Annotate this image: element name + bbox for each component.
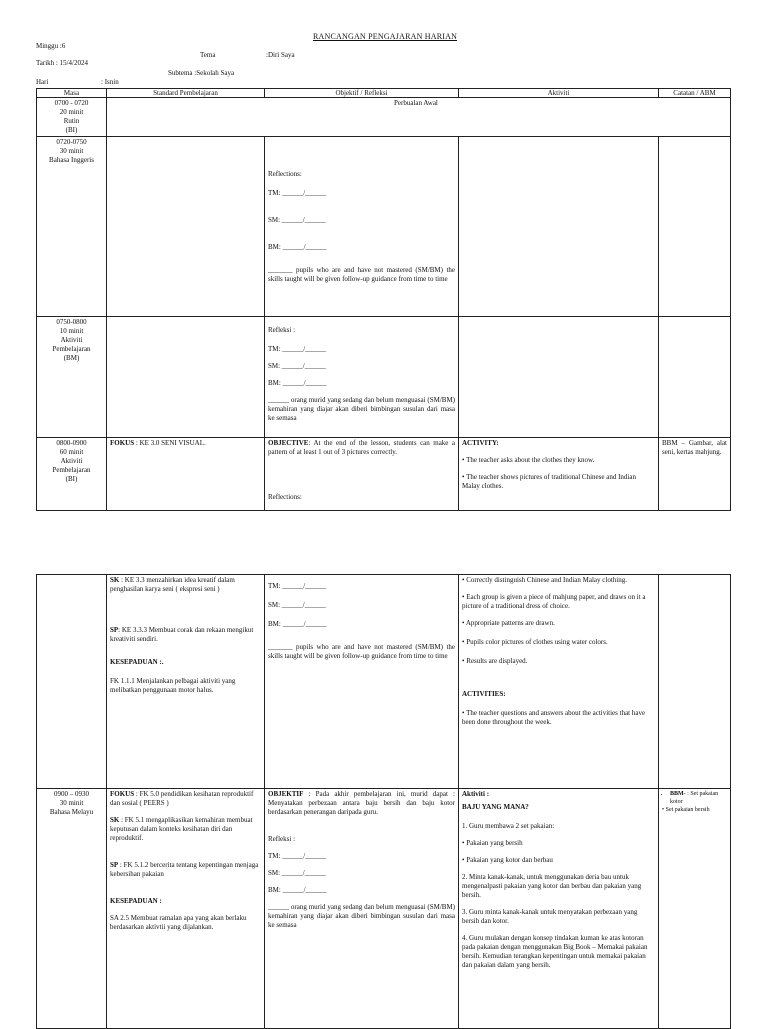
hari-value: : Isnin: [101, 78, 119, 86]
col-objektif: Objektif / Refleksi: [265, 89, 459, 98]
table-row: [37, 137, 731, 317]
masa-cell: [37, 575, 107, 789]
reflection-cell: TM: ______/______ SM: ______/______ BM: ______/______ _______ pupils who are and have not mastered (SM/BM) the skills taught will be given follow-up guidance from time to time: [265, 575, 459, 789]
lesson-plan-table-2: [36, 574, 731, 1029]
table-row: [37, 98, 731, 137]
table-row: [37, 317, 731, 438]
aktiviti-cell: [459, 317, 659, 438]
objective-cell: OBJECTIVE: At the end of the lesson, students can make a pattern of at least 1 out of 3 pictures correctly. Reflections:: [265, 438, 459, 511]
table-row: [37, 438, 731, 511]
table-row: [37, 575, 731, 789]
aktiviti-label: Aktiviti :: [462, 790, 490, 798]
col-standard: Standard Pembelajaran: [107, 89, 265, 98]
activity-cell: ACTIVITY: • The teacher asks about the clothes they know. • The teacher shows pictures of traditional Chinese and Indian Malay clothes.: [459, 438, 659, 511]
catatan-cell: [659, 317, 731, 438]
sk-label: SK: [110, 816, 120, 824]
catatan-cell: BBM – Gambar, alat seni, kertas mahjung.: [659, 438, 731, 511]
activities-label: ACTIVITIES:: [462, 690, 506, 698]
kesepaduan-label: KESEPADUAN :: [110, 897, 162, 905]
catatan-cell: [659, 137, 731, 317]
masa-cell: 0750-0800 10 minit Aktiviti Pembelajaran (BM): [37, 317, 107, 438]
fokus-label: FOKUS: [110, 790, 135, 798]
fokus-label: FOKUS: [110, 439, 135, 447]
masa-cell: 0720-0750 30 minit Bahasa Inggeris: [37, 137, 107, 317]
fokus-text: : KE 3.0 SENI VISUAL.: [134, 439, 206, 447]
page-title: RANCANGAN PENGAJARAN HARIAN: [313, 32, 458, 41]
masa-cell: 0800-0900 60 minit Aktiviti Pembelajaran (BI): [37, 438, 107, 511]
standard-cell: [107, 317, 265, 438]
standard-cell: FOKUS : FK 5.0 pendidikan kesihatan reproduktif dan sosial ( PEERS ) SK : FK 5.1 mengaplikasikan kemahiran membuat keputusan dalam konteks kesihatan diri dan reproduktif. SP : FK 5.1.2 bercerita tentang kepentingan menjaga kebersihan pakaian KESEPADUAN : SA 2.5 Membuat ramalan apa yang akan berlaku berdasarkan aktivtii yang dijalankan.: [107, 789, 265, 1029]
reflection-cell: Reflections: TM: ______/______ SM: ______/______ BM: ______/______ _______ pupils who are and have not mastered (SM/BM) the skills taught will be given follow-up guidance from time to time: [265, 137, 459, 317]
perbualan-awal-cell: Perbualan Awal: [107, 98, 731, 137]
masa-cell: 0900 – 0930 30 minit Bahasa Melayu: [37, 789, 107, 1029]
col-aktiviti: Aktiviti: [459, 89, 659, 98]
activity-label: ACTIVITY:: [462, 439, 499, 447]
activity-cell: • Correctly distinguish Chinese and Indian Malay clothing. • Each group is given a piece of mahjung paper, and draws on it a picture of a traditional dress of choice. • Appropriate patterns are drawn. • Pupils color pictures of clothes using water colors. • Results are displayed. ACTIVITIES: • The teacher questions and answers about the activities that have been done throughout the week.: [459, 575, 659, 789]
standard-cell: [107, 137, 265, 317]
tema-label: Tema: [200, 51, 216, 59]
standard-cell: SK : KE 3.3 menzahirkan idea kreatif dalam penghasilan karya seni ( ekspresi seni ) SP: KE 3.3.3 Membuat corak dan rekaan mengikut kreativiti sendiri. KESEPADUAN :. FK 1.1.1 Menjalankan pelbagai aktiviti yang melibatkan penggunaan motor halus.: [107, 575, 265, 789]
masa-cell: 0700 - 0720 20 minit Rutin (BI): [37, 98, 107, 137]
bbm-item: • BBM- : Set pakaian kotor: [670, 790, 727, 806]
aktiviti-cell: Aktiviti : BAJU YANG MANA? 1. Guru membawa 2 set pakaian: • Pakaian yang bersih • Pakaian yang kotor dan berbau 2. Minta kanak-kanak, untuk menggunakan deria bau untuk mengenalpasti pakaian yang kotor dan berbau dan pakaian yang bersih. 3. Guru minta kanak-kanak untuk menyatakan perbezaan yang bersih dan kotor. 4. Guru mulakan dengan konsep tindakan kuman ke atas kotoran pada pakaian dengan menggunakan Big Book – Memakai pakaian bersih. Kemudian terangkan kepentingan untuk memakai pakaian dan pakaian dalam yang bersih.: [459, 789, 659, 1029]
kesepaduan-label: KESEPADUAN :.: [110, 658, 164, 666]
aktiviti-cell: [459, 137, 659, 317]
objektif-label: OBJEKTIF: [268, 790, 304, 798]
header-row: [37, 89, 731, 98]
col-catatan: Catatan / ABM: [659, 89, 731, 98]
catatan-cell: [659, 575, 731, 789]
minggu-field: Minggu :6: [36, 42, 66, 50]
sp-label: SP: [110, 861, 119, 869]
tema-value: :Diri Saya: [266, 51, 295, 59]
hari-label: Hari: [36, 78, 49, 86]
catatan-cell: • BBM- : Set pakaian kotor • Set pakaian bersih: [659, 789, 731, 1029]
col-masa: Masa: [37, 89, 107, 98]
table-row: [37, 789, 731, 1029]
baju-yang-mana-heading: BAJU YANG MANA?: [462, 803, 529, 811]
sk-label: SK: [110, 576, 120, 584]
sp-label: SP: [110, 626, 119, 634]
lesson-plan-table-1: [36, 88, 731, 511]
fokus-cell: [107, 438, 265, 511]
objective-label: OBJECTIVE: [268, 439, 309, 447]
subtema-field: Subtema :Sekolah Saya: [168, 69, 235, 77]
objektif-cell: OBJEKTIF : Pada akhir pembelajaran ini, murid dapat : Menyatakan perbezaan antara baju bersih dan baju kotor berdasarkan penerangan daripada guru. Refleksi : TM: ______/______ SM: ______/______ BM: ______/______ ______ orang murid yang sedang dan belum menguasai (SM/BM) kemahiran yang diajar akan diberi bimbingan susulan dari masa ke semasa: [265, 789, 459, 1029]
tarikh-field: Tarikh : 15/4/2024: [36, 59, 89, 67]
refleksi-cell: Refleksi : TM: ______/______ SM: ______/______ BM: ______/______ ______ orang murid yang sedang dan belum menguasai (SM/BM) kemahiran yang diajar akan diberi bimbingan susulan dari masa ke semasa: [265, 317, 459, 438]
objective-text: : At the end of the lesson, students can make a pattern of at least 1 out of 3 pictures correctly.: [268, 439, 455, 456]
